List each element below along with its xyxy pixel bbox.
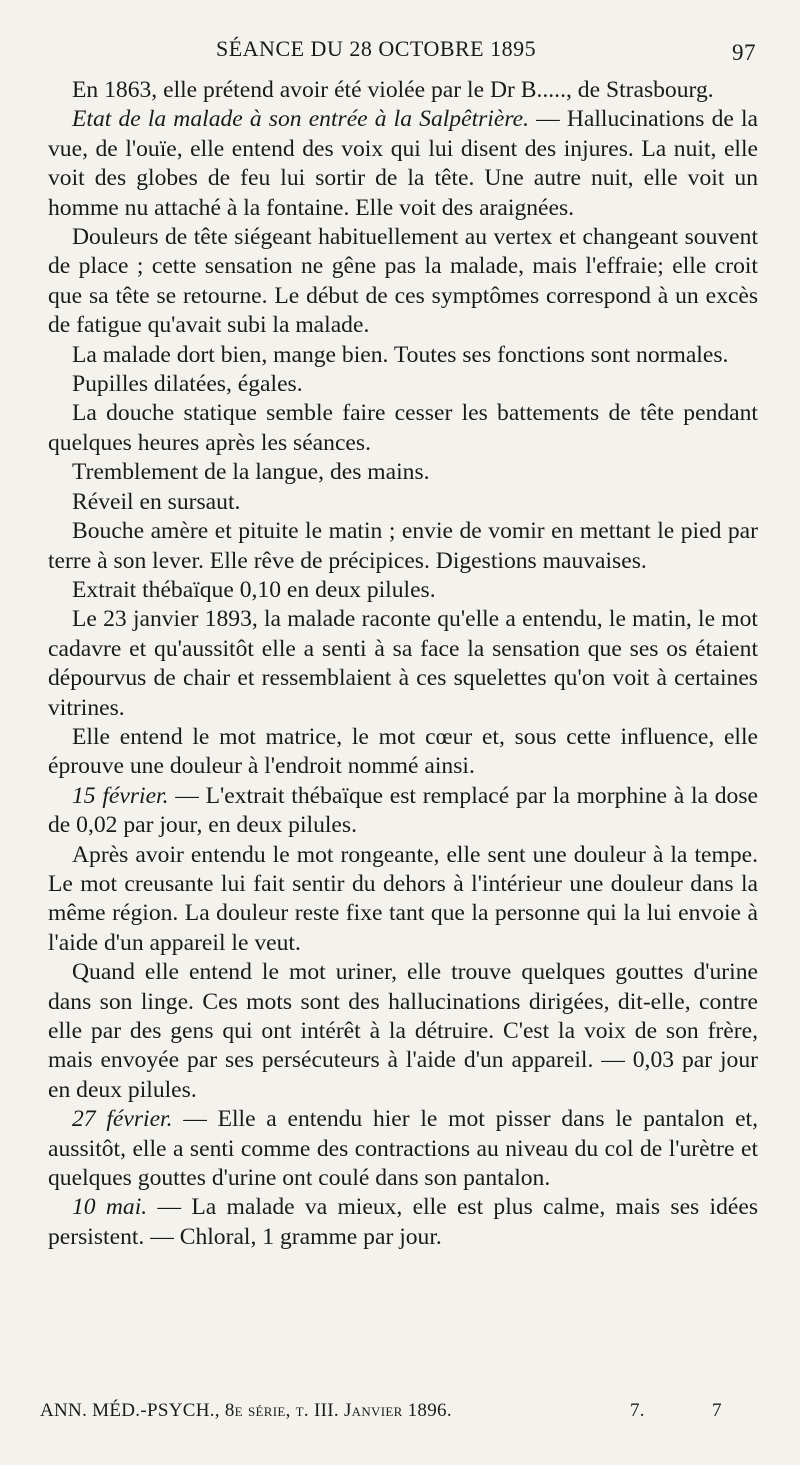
paragraph-text: En 1863, elle prétend avoir été violée par le Dr B....., de Strasbourg.: [72, 77, 714, 103]
paragraph: [48, 341, 758, 370]
paragraph-text: — L'extrait thébaïque est remplacé par la morphine à la dose de 0,02 par jour, en deux pilules.: [48, 782, 758, 839]
paragraph: [48, 399, 758, 458]
paragraph-heading: Etat de la malade à son entrée à la Salpêtrière.: [72, 106, 530, 133]
paragraph-text: La malade dort bien, mange bien. Toutes ses fonctions sont normales.: [72, 341, 729, 368]
paragraph: [48, 841, 758, 959]
journal-reference: ANN. MÉD.-PSYCH., 8e série, t. III. Janvier 1896.: [40, 1400, 452, 1421]
paragraph-text: La douche statique semble faire cesser les battements de tête pendant quelques heures après les séances.: [48, 400, 758, 456]
paragraph-text: — La malade va mieux, elle est plus calme, mais ses idées persistent. — Chloral, 1 gramme par jour.: [48, 1194, 758, 1250]
paragraph-text: Après avoir entendu le mot rongeante, elle sent une douleur à la tempe. Le mot creusante lui fait sentir du dehors à l'intérieur une douleur dans la même région. La douleur reste fixe tant que la personne qui la lui envoie à l'aide d'un appareil le veut.: [48, 841, 758, 956]
paragraph: [48, 1193, 758, 1252]
paragraph: [48, 370, 758, 399]
paragraph-text: Douleurs de tête siégeant habituellement au vertex et changeant souvent de place ; cette sensation ne gêne pas la malade, mais l'effraie; elle croit que sa tête se retourne. Le début de ces symptômes correspond à un excès de fatigue qu'avait subi la malade.: [48, 224, 758, 339]
paragraph: [48, 605, 758, 723]
paragraph-text: Extrait thébaïque 0,10 en deux pilules.: [72, 576, 436, 603]
paragraph: [48, 723, 758, 782]
paragraph-text: Bouche amère et pituite le matin ; envie de vomir en mettant le pied par terre à son lever. Elle rêve de précipices. Digestions mauvaises.: [48, 518, 758, 574]
paragraph-text: Pupilles dilatées, égales.: [72, 371, 303, 398]
paragraph: [48, 517, 758, 576]
paragraph-text: Le 23 janvier 1893, la malade raconte qu'elle a entendu, le matin, le mot cadavre et qu'aussitôt elle a senti à sa face la sensation que ses os étaient dépourvus de chair et ressemblaient à ces squelettes qu'on voit à certaines vitrines.: [48, 606, 758, 721]
paragraph: [48, 488, 758, 517]
paragraph: [48, 76, 758, 105]
paragraph: [48, 576, 758, 605]
paragraph-text: — Hallucinations de la vue, de l'ouïe, elle entend des voix qui lui disent des injures. La nuit, elle voit des globes de feu lui sortir de la tête. Une autre nuit, elle voit un homme nu attaché à la fontaine. Elle voit des araignées.: [48, 106, 758, 221]
paragraph-date: 10 mai.: [72, 1194, 148, 1221]
paragraph-text: Tremblement de la langue, des mains.: [72, 459, 430, 486]
paragraph: [48, 105, 758, 223]
paragraph-text: Quand elle entend le mot uriner, elle trouve quelques gouttes d'urine dans son linge. Ces mots sont des hallucinations dirigées, dit-elle, contre elle par des gens qui ont intérêt à la détruire. C'est la voix de son frère, mais envoyée par ses persécuteurs à l'aide d'un appareil. — 0,03 par jour en deux pilules.: [48, 959, 758, 1103]
page: [48, 36, 758, 1252]
paragraph: [48, 1105, 758, 1193]
page-header: [48, 36, 758, 76]
paragraph-date: 27 février.: [72, 1106, 173, 1133]
paragraph-text: — Elle a entendu hier le mot pisser dans le pantalon et, aussitôt, elle a senti comme des contractions au niveau du col de l'urètre et quelques gouttes d'urine ont coulé dans son pantalon.: [48, 1106, 758, 1192]
signature-number: 7: [712, 1400, 722, 1421]
signature-mark: 7.: [630, 1400, 645, 1421]
body-text: [48, 76, 758, 1252]
running-title: SÉANCE DU 28 OCTOBRE 1895: [216, 36, 537, 61]
paragraph-date: 15 février.: [72, 782, 169, 809]
paragraph-text: Réveil en sursaut.: [72, 488, 241, 515]
paragraph: [48, 223, 758, 341]
paragraph: [48, 958, 758, 1105]
page-number: 97: [732, 40, 756, 65]
paragraph: [48, 782, 758, 841]
paragraph-text: Elle entend le mot matrice, le mot cœur et, sous cette influence, elle éprouve une douleur à l'endroit nommé ainsi.: [48, 723, 758, 780]
paragraph: [48, 458, 758, 487]
